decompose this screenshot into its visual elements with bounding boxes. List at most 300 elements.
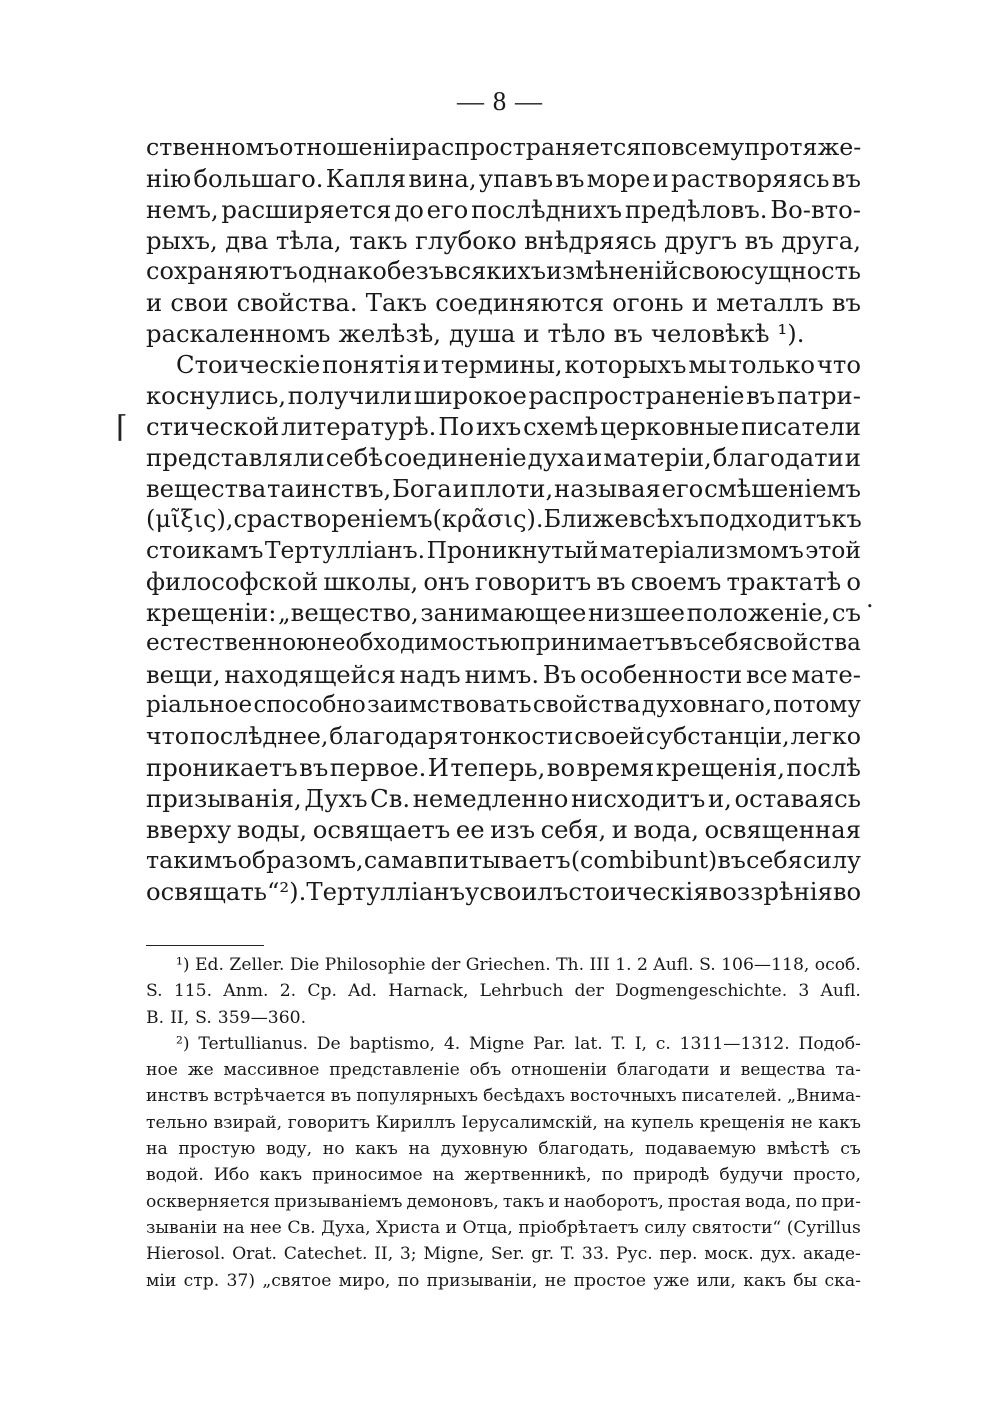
word: (κρᾶσις). [432, 505, 544, 533]
word: благодати [712, 443, 844, 472]
word: Бога [392, 474, 452, 503]
word: Кириллъ [375, 1112, 456, 1133]
word: и [452, 474, 469, 503]
word: Св. [370, 784, 411, 813]
word: все [746, 660, 788, 689]
word: до [394, 195, 424, 224]
word: 1311—1312. [679, 1033, 790, 1054]
word: особенности [580, 660, 743, 689]
word: море [586, 164, 651, 193]
word: вещества [740, 1060, 826, 1081]
word: о [846, 567, 861, 596]
word: И [427, 753, 449, 782]
word: подходитъ [698, 505, 832, 533]
word: огонь [612, 288, 684, 317]
word: же [187, 1060, 214, 1081]
word: въ [330, 1086, 352, 1107]
word: Во-вто- [770, 195, 861, 224]
word: литературѣ. [281, 412, 437, 441]
word: взирай, [213, 1112, 283, 1133]
word: и [548, 1191, 560, 1212]
body-line [146, 287, 861, 318]
word: приносимое [312, 1165, 423, 1186]
word: встрѣчается [213, 1086, 326, 1107]
word: первое. [329, 753, 427, 782]
word: время [576, 753, 655, 782]
word: при- [821, 1191, 861, 1212]
word: таинствъ, [267, 474, 392, 503]
word: широкое [413, 381, 527, 410]
word: въ [831, 288, 861, 317]
word: Die [289, 955, 320, 975]
word: сущность [740, 257, 861, 285]
word: духа [527, 443, 586, 472]
word: какъ [355, 1139, 398, 1160]
word: и [691, 288, 708, 317]
word: духовную [440, 1139, 528, 1160]
word: отношеніи [279, 133, 412, 161]
word: Aufl. [820, 981, 861, 1002]
body-line [146, 566, 861, 597]
footnote-line [146, 1005, 861, 1031]
word: школы, [323, 567, 419, 596]
word: послѣднихъ [471, 195, 623, 224]
footnote-line [146, 1162, 861, 1188]
word: та- [835, 1060, 861, 1081]
word: Tertullianus. [198, 1033, 309, 1054]
body-line [146, 659, 861, 690]
word: 33. [581, 1244, 610, 1265]
footnote-divider [146, 945, 264, 946]
word: легко [790, 722, 861, 750]
word: (μῖξις), [146, 505, 234, 533]
word: оставаясь [734, 784, 861, 813]
word: себя [697, 630, 753, 656]
footnote-line [146, 1031, 861, 1057]
word: всѣхъ [628, 505, 699, 533]
word: что [146, 722, 190, 750]
word: вина, [408, 164, 477, 193]
body-line [146, 597, 861, 628]
word: глубоко [415, 226, 517, 255]
word: надъ [399, 660, 461, 689]
word: Cp. [307, 981, 337, 1002]
word: простое [573, 1270, 647, 1291]
word: Catechet. [283, 1244, 368, 1265]
word: Anm. [223, 981, 269, 1002]
word: простую [178, 1139, 256, 1160]
word: подаваемую [644, 1139, 757, 1160]
word: демоновъ, [406, 1191, 499, 1212]
word: немъ, [146, 195, 219, 224]
word: смѣшеніемъ [704, 474, 861, 503]
word: Ближе [543, 505, 629, 533]
word: во [546, 753, 576, 782]
word: и [652, 164, 669, 193]
word: проникаетъ [146, 753, 298, 782]
word: уже [653, 1270, 690, 1291]
body-line [146, 349, 861, 380]
word: миро, [338, 1270, 391, 1291]
footnote-line [146, 1189, 861, 1215]
word: по [641, 133, 672, 161]
word: свои [170, 288, 229, 317]
word: этой [805, 536, 861, 564]
word: зываніи [146, 1217, 218, 1238]
word: естественною [146, 630, 317, 656]
word: пріобрѣтаетъ [518, 1217, 639, 1238]
word: въ [746, 381, 776, 410]
word: „вещество, [278, 598, 419, 627]
word: жертвенникѣ, [464, 1165, 592, 1186]
body-line [146, 225, 861, 256]
word: популярныхъ [356, 1086, 479, 1107]
word: внѣдряясь [524, 226, 657, 255]
word: схемѣ [523, 412, 599, 441]
footnotes [146, 952, 861, 1294]
word: трактатѣ [726, 567, 842, 596]
word: плоти, [469, 474, 554, 503]
word: духовнаго, [641, 692, 773, 718]
body-line [146, 132, 861, 163]
word: Orat. [232, 1244, 277, 1265]
word: тонкости [459, 722, 574, 750]
word: ²) [176, 1033, 190, 1054]
word: III [589, 955, 610, 975]
word: S. [699, 955, 716, 975]
word: что [816, 350, 861, 379]
word: желѣзѣ, [338, 319, 441, 348]
word: не [544, 1270, 567, 1291]
word: ¹) [176, 955, 190, 975]
word: (combibunt) [570, 846, 718, 874]
word: „Внима- [787, 1086, 861, 1107]
word: 37) [226, 1270, 256, 1291]
word: въ [596, 567, 626, 596]
word: Dogmengeschichte. [615, 981, 788, 1002]
word: говоритъ [287, 1112, 371, 1133]
word: вода, [633, 815, 699, 844]
word: и [445, 1217, 458, 1238]
word: въ [669, 630, 698, 656]
word: ²). [279, 877, 307, 906]
word: во [832, 877, 862, 906]
body-line [146, 628, 861, 659]
word: Рус. [615, 1244, 653, 1265]
word: протяже- [744, 133, 862, 161]
word: находящейся [224, 660, 396, 689]
body-line [146, 256, 861, 287]
footnote-line [146, 1215, 861, 1241]
word: Подоб- [798, 1033, 861, 1054]
word: сохраняютъ [146, 257, 298, 285]
word: всякихъ [444, 257, 547, 285]
word: святости“ [691, 1217, 782, 1238]
word: въ [717, 846, 746, 874]
word: сраствореніемъ [233, 505, 433, 533]
word: всему [671, 133, 745, 161]
footnote-line [146, 1110, 861, 1136]
word: коснулись, [146, 381, 287, 410]
word: Въ [542, 660, 577, 689]
word: крещенія, [655, 753, 785, 782]
word: T. [560, 1244, 576, 1265]
word: заимствовать [367, 692, 532, 718]
word: занимающее [420, 598, 587, 627]
word: Migne [468, 1033, 525, 1054]
word: такимъ [146, 846, 238, 874]
word: теперь, [450, 753, 546, 782]
word: освящаетъ [312, 815, 451, 844]
word: Духъ [304, 784, 368, 813]
word: и [146, 288, 163, 317]
word: бесѣдахъ [483, 1086, 566, 1107]
word: получили [287, 381, 413, 410]
word: Ser. [490, 1244, 525, 1265]
word: философской [146, 567, 319, 596]
word: въ [613, 319, 643, 348]
word: оскверняется [146, 1191, 271, 1212]
word: въ [555, 164, 585, 193]
body-line [146, 380, 861, 411]
word: на [222, 1217, 245, 1238]
word: свойства [753, 630, 861, 656]
word: „святое [262, 1270, 332, 1291]
word: бы [793, 1270, 818, 1291]
word: Отца, [462, 1217, 513, 1238]
word: природѣ [633, 1165, 710, 1186]
word: распространяется [411, 133, 642, 161]
word: мы [688, 350, 727, 379]
body-line [146, 442, 861, 473]
footnote-line [146, 952, 861, 978]
word: образомъ, [237, 846, 364, 874]
body-line [146, 845, 861, 876]
word: Св. [287, 1217, 316, 1238]
word: T. [611, 1033, 626, 1054]
word: свойства. [236, 288, 358, 317]
word: не [790, 1112, 813, 1133]
word: однако [297, 257, 387, 285]
word: рыхъ, [146, 226, 218, 255]
word: Тертулліанъ. [264, 536, 426, 564]
word: 359—360. [217, 1007, 307, 1028]
word: его [661, 474, 704, 503]
word: потому [773, 692, 861, 718]
word: der [574, 981, 604, 1002]
word: благодаря [329, 722, 459, 750]
word: Такъ [365, 288, 428, 317]
word: принимаетъ [520, 630, 670, 656]
body-line [146, 411, 861, 442]
word: изъ [490, 815, 536, 844]
word: субстанціи, [645, 722, 790, 750]
word: какъ [259, 1165, 303, 1186]
word: 2 [636, 955, 648, 975]
word: стической [146, 412, 280, 441]
word: благодати [616, 1060, 710, 1081]
word: друга, [781, 226, 861, 255]
word: силу [802, 846, 861, 874]
word: въ [744, 226, 774, 255]
word: писателей. [681, 1086, 783, 1107]
footnote-line [146, 978, 861, 1004]
word: Ad. [348, 981, 378, 1002]
word: Harnack, [388, 981, 469, 1002]
word: призываніи, [426, 1270, 538, 1291]
word: Th. [556, 955, 585, 975]
word: baptismo, [349, 1033, 436, 1054]
word: освященная [704, 815, 861, 844]
word: послѣднее, [189, 722, 329, 750]
word: 2. [279, 981, 297, 1002]
word: Іерусалимскій, [461, 1112, 598, 1133]
word: 4. [443, 1033, 461, 1054]
word: вещи, [146, 660, 221, 689]
word: воду, [265, 1139, 313, 1160]
word: представленіе [329, 1060, 460, 1081]
word: матеріи, [603, 443, 712, 472]
word: будучи [719, 1165, 784, 1186]
word: большаго. [193, 164, 324, 193]
word: на [603, 1112, 626, 1133]
word: Griechen. [465, 955, 551, 975]
word: какъ [743, 1270, 786, 1291]
word: на [408, 1139, 431, 1160]
margin-dot-mark: . [866, 585, 874, 613]
word: тѣла, [275, 226, 342, 255]
body-line [146, 721, 861, 752]
word: на [146, 1139, 168, 1160]
word: стоикамъ [146, 536, 264, 564]
word: особ. [814, 955, 861, 975]
word: B. [146, 1007, 165, 1028]
word: призываніемъ [274, 1191, 403, 1212]
word: gr. [531, 1244, 555, 1265]
word: ска- [824, 1270, 861, 1291]
body-line [146, 535, 861, 566]
word: или, [696, 1270, 736, 1291]
word: измѣненій [546, 257, 679, 285]
word: и [523, 319, 540, 348]
word: писатели [741, 412, 861, 441]
footnote-line [146, 1241, 861, 1267]
body-line [146, 504, 861, 535]
word: по [795, 1191, 818, 1212]
word: положеніе, [686, 598, 831, 627]
word: благодать, [538, 1139, 635, 1160]
word: ріальное [146, 692, 253, 718]
word: Проникнутый [426, 536, 599, 564]
word: I, [634, 1033, 647, 1054]
word: ихъ [475, 412, 522, 441]
word: такъ [349, 226, 408, 255]
word: Ed. [194, 955, 224, 975]
word: купель [630, 1112, 694, 1133]
word: 115. [173, 981, 213, 1002]
word: призыванія, [146, 784, 302, 813]
word: 106—118, [721, 955, 810, 975]
word: патри- [776, 381, 861, 410]
word: необходимостью [316, 630, 521, 656]
word: его [426, 195, 469, 224]
word: усвоилъ [465, 877, 569, 906]
word: Migne, [423, 1244, 485, 1265]
word: ственномъ [146, 133, 280, 161]
footnote-line [146, 1268, 861, 1294]
word: нее [250, 1217, 282, 1238]
body-line [146, 318, 861, 349]
word: дух. [760, 1244, 797, 1265]
word: Духа, [321, 1217, 371, 1238]
word: пер. [659, 1244, 698, 1265]
word: говоритъ [474, 567, 592, 596]
word: Lehrbuch [479, 981, 564, 1002]
word: впитываетъ [424, 846, 571, 874]
word: только [728, 350, 815, 379]
word: и, [707, 784, 732, 813]
word: мате- [791, 660, 861, 689]
word: Philosophie [324, 955, 426, 975]
word: просто, [793, 1165, 861, 1186]
word: вода, [744, 1191, 792, 1212]
word: водой. [146, 1165, 204, 1186]
word: Капля [325, 164, 407, 193]
word: но [322, 1139, 345, 1160]
word: der [430, 955, 461, 975]
word: Hierosol. [146, 1244, 226, 1265]
word: и [844, 443, 861, 472]
word: тѣло [547, 319, 606, 348]
word: инствъ [146, 1086, 209, 1107]
word: упавъ [478, 164, 554, 193]
word: соединеніе [383, 443, 527, 472]
word: своемъ [630, 567, 722, 596]
word: вверху [146, 815, 232, 844]
word: человѣкѣ [650, 319, 770, 348]
word: съ [831, 598, 861, 627]
word: (Cyrillus [786, 1217, 861, 1238]
body-text [146, 132, 861, 907]
word: наоборотъ, [563, 1191, 664, 1212]
word: свою [678, 257, 741, 285]
word: по [397, 1270, 420, 1291]
word: на [432, 1165, 455, 1186]
body-line [146, 814, 861, 845]
word: представляли [146, 443, 325, 472]
word: восточныхъ [570, 1086, 677, 1107]
word: стоическія [568, 877, 709, 906]
word: такъ [502, 1191, 545, 1212]
word: два [225, 226, 269, 255]
body-line [146, 876, 861, 907]
word: акаде- [803, 1244, 861, 1265]
word: Ибо [213, 1165, 250, 1186]
word: Стоическіе [176, 350, 321, 379]
word: объ [469, 1060, 502, 1081]
word: церковные [600, 412, 740, 441]
word: понятія [322, 350, 421, 379]
word: стр. [183, 1270, 220, 1291]
word: вмѣстѣ [766, 1139, 830, 1160]
word: крещенія [699, 1112, 786, 1133]
word: онъ [423, 567, 470, 596]
word: послѣ [786, 753, 861, 782]
word: себѣ [325, 443, 383, 472]
word: металлъ [716, 288, 824, 317]
footnote-line [146, 1136, 861, 1162]
word: Тертулліанъ [306, 877, 466, 906]
